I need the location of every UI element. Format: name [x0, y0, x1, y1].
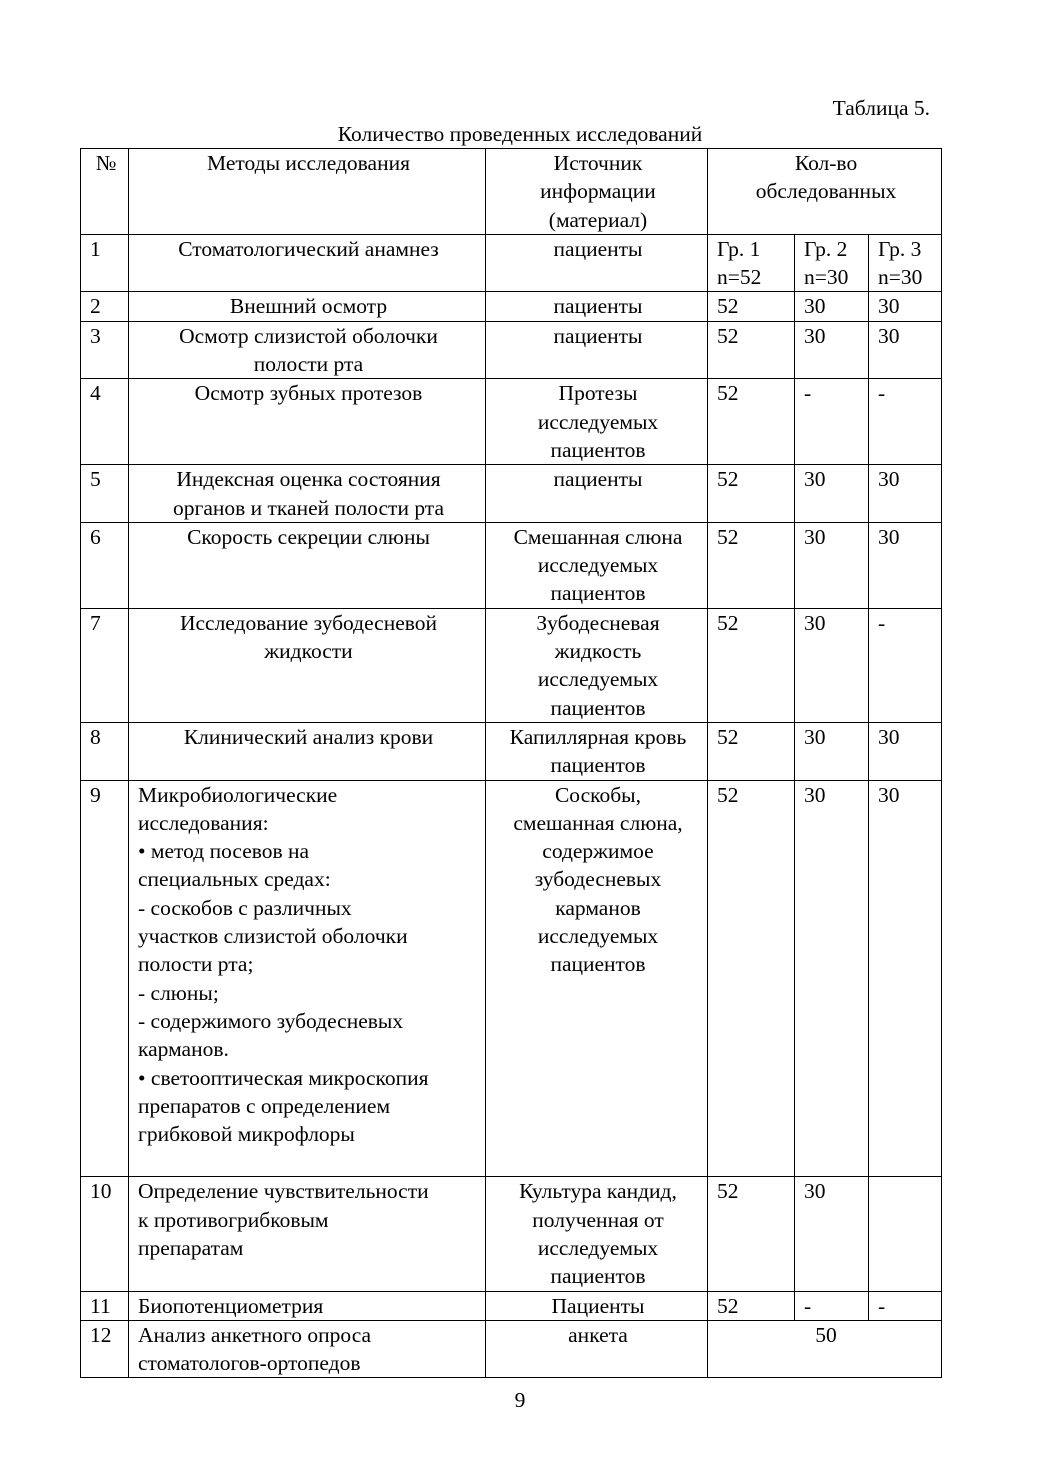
- row-num: 11: [81, 1291, 129, 1320]
- row-g3: [869, 1177, 942, 1291]
- row-g1: 52: [708, 780, 795, 1177]
- table-row: [81, 1177, 942, 1291]
- table-row: [81, 608, 942, 722]
- row-g1: 52: [708, 321, 795, 379]
- row-g2: 30: [795, 608, 869, 722]
- row-g3: 30: [869, 292, 942, 321]
- header-method: Методы исследования: [129, 149, 486, 235]
- table-row: [81, 379, 942, 465]
- row-num: 9: [81, 780, 129, 1177]
- row-g2: -: [795, 379, 869, 465]
- row-source: Пациенты: [486, 1291, 708, 1320]
- row-g1: 52: [708, 1177, 795, 1291]
- header-num: №: [81, 149, 129, 235]
- table-title: Количество проведенных исследований: [337, 122, 703, 146]
- row-g2: 30: [795, 292, 869, 321]
- row-g3: 30: [869, 465, 942, 523]
- row-source: Культура кандид, полученная от исследуемых пациентов: [486, 1177, 708, 1291]
- row-num: 3: [81, 321, 129, 379]
- table-row: [81, 780, 942, 1177]
- row-source: Смешанная слюна исследуемых пациентов: [486, 522, 708, 608]
- header-source: Источник информации (материал): [486, 149, 708, 235]
- row-source: пациенты: [486, 292, 708, 321]
- row-num: 8: [81, 722, 129, 780]
- row-num: 1: [81, 234, 129, 292]
- row-num: 12: [81, 1320, 129, 1378]
- row-source: пациенты: [486, 234, 708, 292]
- row-num: 7: [81, 608, 129, 722]
- row-g2: 30: [795, 465, 869, 523]
- row-method: Микробиологические исследования: • метод посевов на специальных средах: - соскобов с различных участков слизистой оболочки полости рта; - слюны; - содержимого зубодесневых карманов. • светооптическая микроскопия препаратов с определением грибковой микрофлоры: [129, 780, 486, 1177]
- row-g2: 30: [795, 321, 869, 379]
- row-method: Биопотенциометрия: [129, 1291, 486, 1320]
- row-g1: 52: [708, 522, 795, 608]
- row-method: Осмотр слизистой оболочки полости рта: [129, 321, 486, 379]
- table-row: [81, 465, 942, 523]
- row-g2: 30: [795, 522, 869, 608]
- research-table: [80, 148, 942, 1378]
- row-g1: 52: [708, 608, 795, 722]
- row-source: Капиллярная кровь пациентов: [486, 722, 708, 780]
- row-num: 5: [81, 465, 129, 523]
- table-row: [81, 234, 942, 292]
- row-g1: 52: [708, 292, 795, 321]
- row-num: 6: [81, 522, 129, 608]
- table-label: Таблица 5.: [832, 96, 930, 120]
- row-g2: Гр. 2 n=30: [795, 234, 869, 292]
- row-g1: 52: [708, 1291, 795, 1320]
- row-g3: -: [869, 1291, 942, 1320]
- row-source: Протезы исследуемых пациентов: [486, 379, 708, 465]
- row-num: 10: [81, 1177, 129, 1291]
- table-row: [81, 1320, 942, 1378]
- row-method: Осмотр зубных протезов: [129, 379, 486, 465]
- header-row: [81, 149, 942, 235]
- row-method: Клинический анализ крови: [129, 722, 486, 780]
- row-g2: 30: [795, 780, 869, 1177]
- row-g1: Гр. 1 n=52: [708, 234, 795, 292]
- row-method: Анализ анкетного опроса стоматологов-ортопедов: [129, 1320, 486, 1378]
- row-num: 4: [81, 379, 129, 465]
- row-source: пациенты: [486, 465, 708, 523]
- row-method: Скорость секреции слюны: [129, 522, 486, 608]
- table-row: [81, 292, 942, 321]
- row-g2: 30: [795, 722, 869, 780]
- header-count: Кол-во обследованных: [708, 149, 942, 235]
- row-g1: 52: [708, 465, 795, 523]
- row-g1: 52: [708, 722, 795, 780]
- row-total: 50: [708, 1320, 942, 1378]
- row-g3: 30: [869, 780, 942, 1177]
- row-method: Внешний осмотр: [129, 292, 486, 321]
- page-number: 9: [514, 1388, 526, 1412]
- row-source: анкета: [486, 1320, 708, 1378]
- row-g3: Гр. 3 n=30: [869, 234, 942, 292]
- row-g3: 30: [869, 522, 942, 608]
- row-method: Исследование зубодесневой жидкости: [129, 608, 486, 722]
- row-method: Определение чувствительности к противогрибковым препаратам: [129, 1177, 486, 1291]
- row-method: Стоматологический анамнез: [129, 234, 486, 292]
- row-g3: 30: [869, 722, 942, 780]
- row-source: Зубодесневая жидкость исследуемых пациентов: [486, 608, 708, 722]
- row-source: пациенты: [486, 321, 708, 379]
- row-num: 2: [81, 292, 129, 321]
- row-g3: 30: [869, 321, 942, 379]
- row-g2: -: [795, 1291, 869, 1320]
- row-g2: 30: [795, 1177, 869, 1291]
- row-g3: -: [869, 608, 942, 722]
- row-g3: -: [869, 379, 942, 465]
- table-row: [81, 321, 942, 379]
- row-method: Индексная оценка состояния органов и тканей полости рта: [129, 465, 486, 523]
- row-source: Соскобы, смешанная слюна, содержимое зубодесневых карманов исследуемых пациентов: [486, 780, 708, 1177]
- table-row: [81, 522, 942, 608]
- row-g1: 52: [708, 379, 795, 465]
- table-row: [81, 1291, 942, 1320]
- table-row: [81, 722, 942, 780]
